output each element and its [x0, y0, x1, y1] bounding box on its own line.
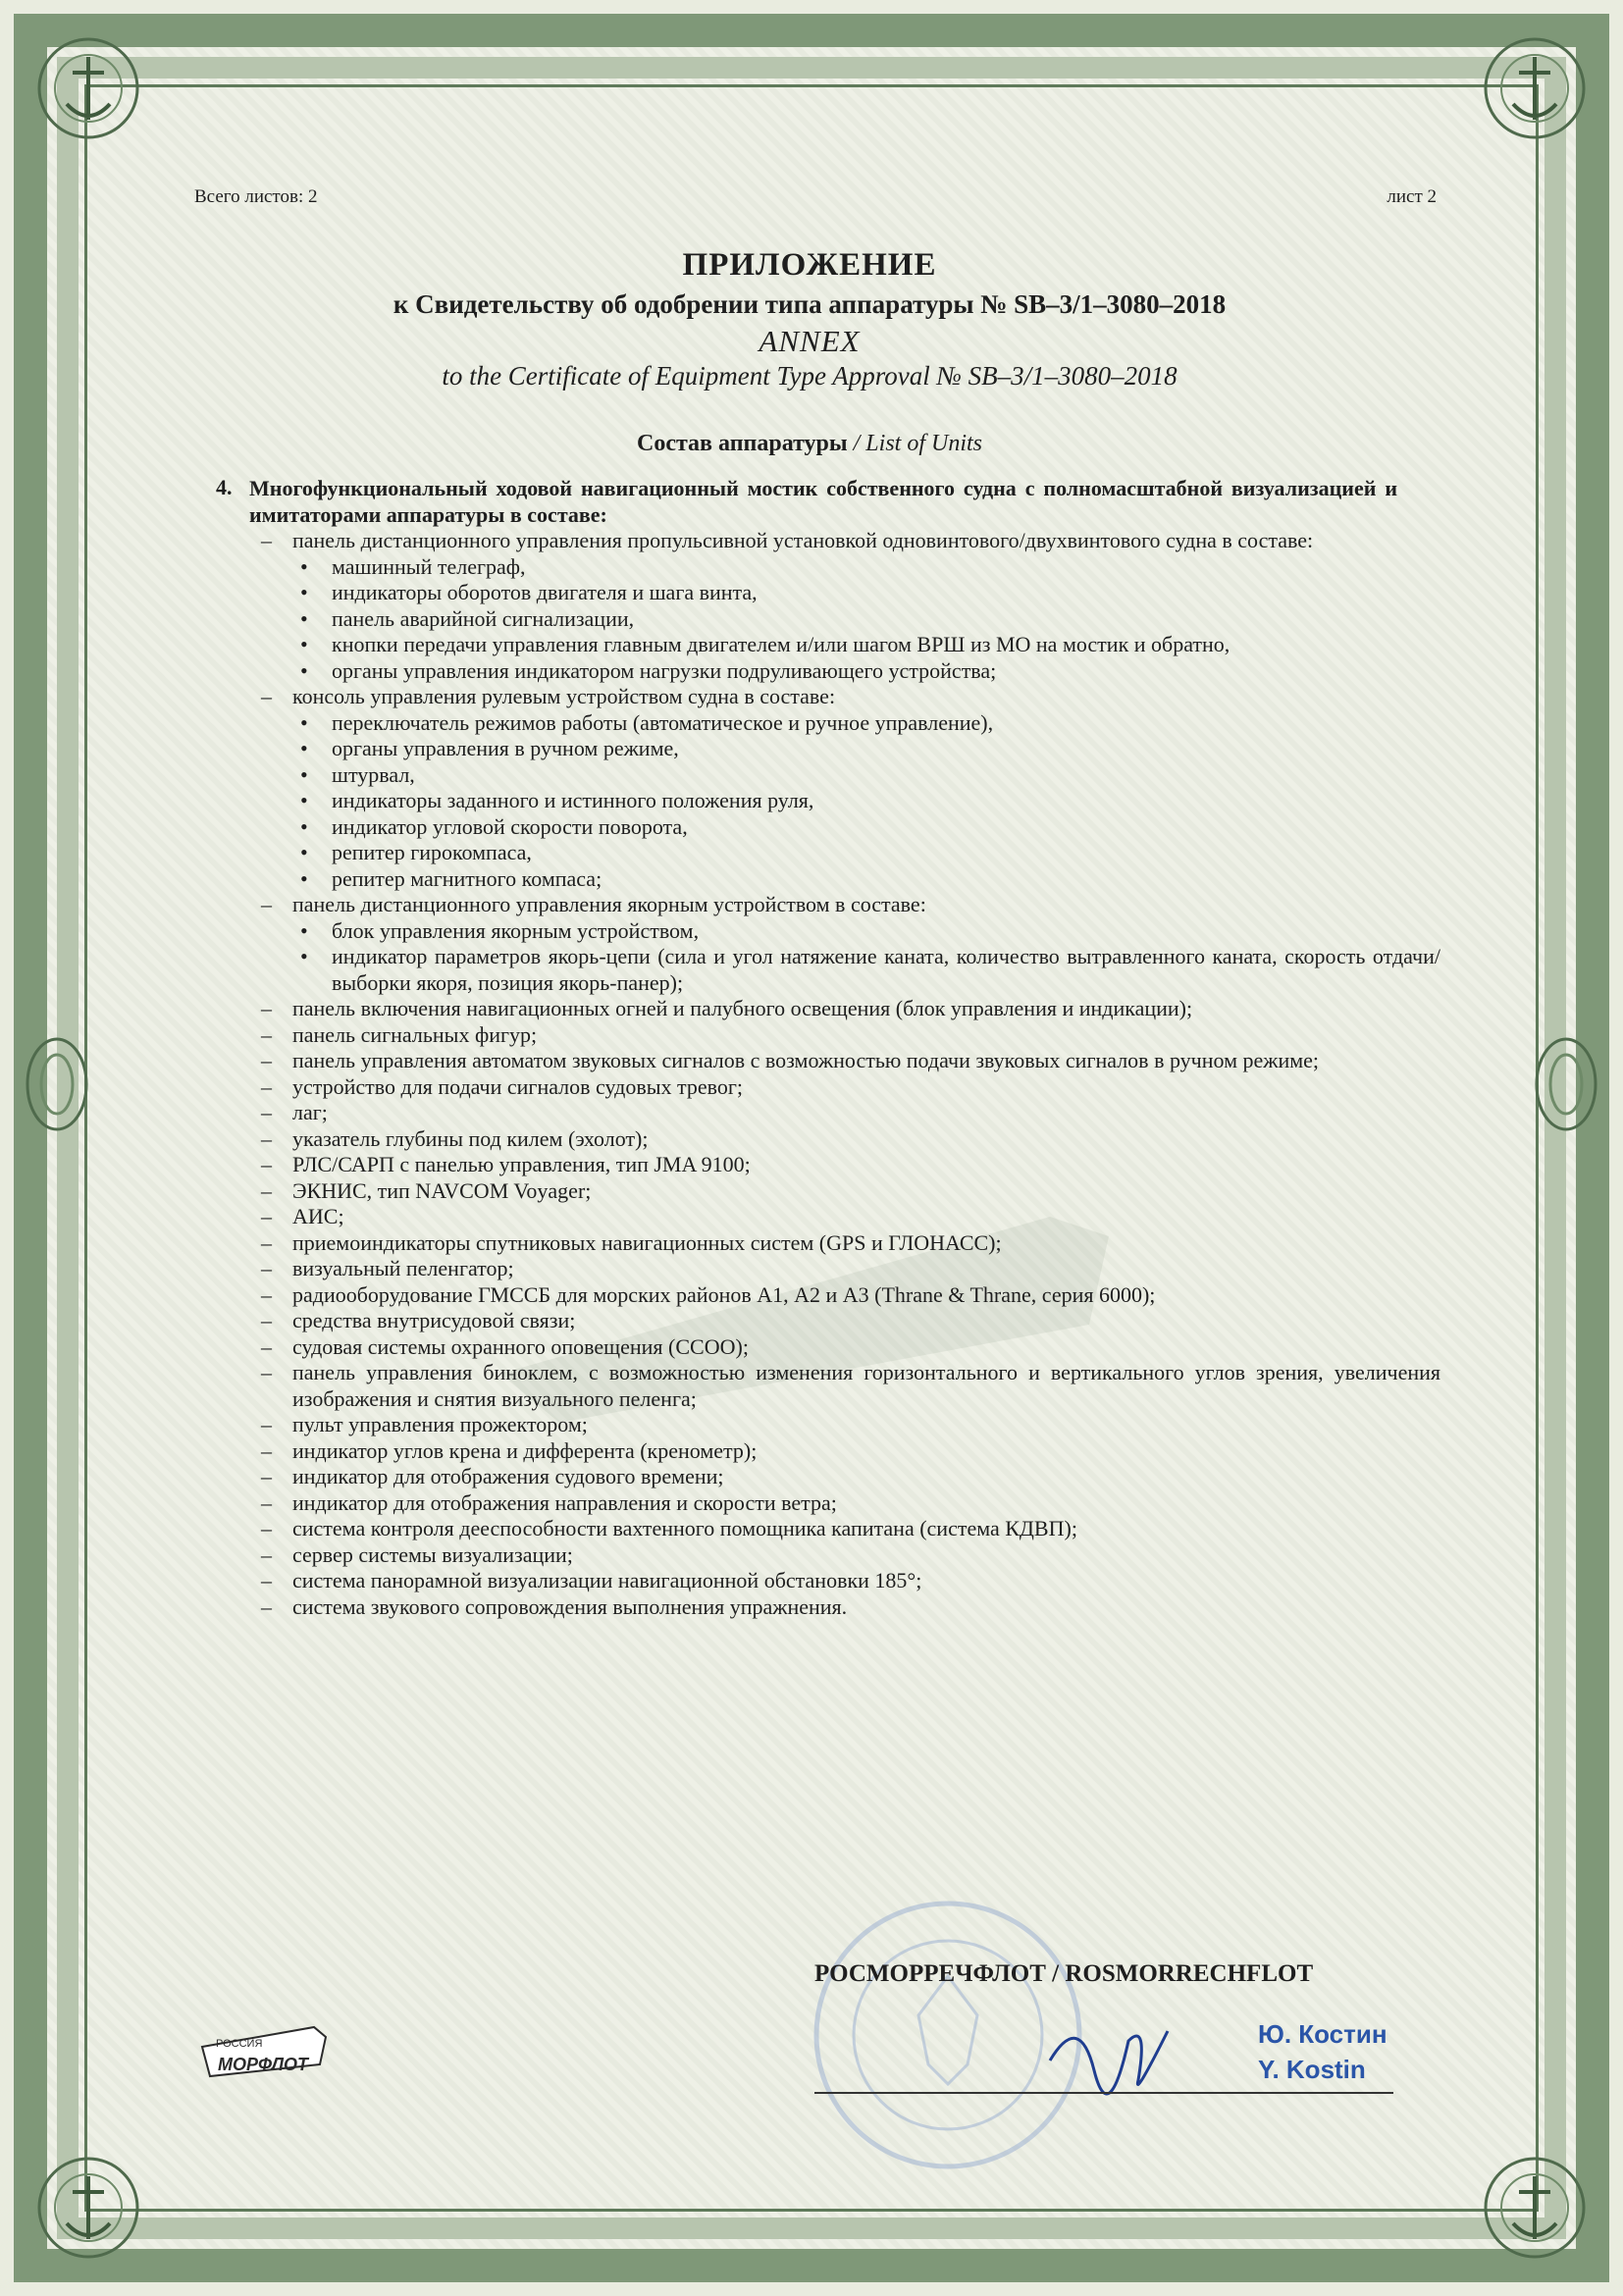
list-item-text: панель управления автоматом звуковых сигналов с возможностью подачи звуковых сигналов в ручном режиме;	[292, 1048, 1320, 1072]
list-item	[257, 1542, 1440, 1569]
list-item-text: судовая системы охранного оповещения (ССОО);	[292, 1333, 749, 1359]
list-item-text: панель управления биноклем, с возможностью изменения горизонтального и вертикального углов зрения, увеличения изображения и снятия визуального пеленга;	[292, 1360, 1440, 1411]
logo-text-bottom: МОРФЛОТ	[218, 2055, 308, 2074]
list-item-text: приемоиндикаторы спутниковых навигационных систем (GPS и ГЛОНАСС);	[292, 1229, 1002, 1255]
list-item-text: лаг;	[292, 1100, 328, 1124]
sub-list	[292, 710, 1440, 893]
list-item-text: система звукового сопровождения выполнения упражнения.	[292, 1593, 848, 1619]
list-item-text: средства внутрисудовой связи;	[292, 1308, 576, 1332]
list-item	[257, 1100, 1440, 1126]
list-item-text: панель дистанционного управления пропульсивной установкой одновинтового/двухвинтового судна в составе:	[292, 528, 1314, 552]
sub-list-item: • индикатор параметров якорь-цепи (сила и угол натяжение каната, количество вытравленного каната, скорость отдачи/выборки якоря, позиция якорь-панер);	[292, 944, 1440, 996]
sub-list-item: • панель аварийной сигнализации,	[292, 606, 1440, 633]
list-item	[257, 1048, 1440, 1074]
section-heading-en: / List of Units	[847, 431, 983, 456]
list-item	[257, 1074, 1440, 1101]
list-item	[257, 892, 1440, 996]
sub-list-item: • кнопки передачи управления главным двигателем и/или шагом ВРШ из МО на мостик и обратно,	[292, 632, 1440, 658]
sub-list-item: • машинный телеграф,	[292, 554, 1440, 581]
list-item	[257, 1308, 1440, 1334]
list-item-text: указатель глубины под килем (эхолот);	[292, 1125, 649, 1151]
list-item-text: индикатор для отображения направления и скорости ветра;	[292, 1489, 837, 1515]
list-item-text: ЭКНИС, тип NAVCOM Voyager;	[292, 1177, 592, 1203]
sub-list-item: • индикаторы заданного и истинного положения руля,	[292, 788, 1440, 814]
list-item-text: визуальный пеленгатор;	[292, 1256, 514, 1280]
list-item	[257, 1594, 1440, 1621]
list-item-text: РЛС/САРП с панелью управления, тип JMA 9100;	[292, 1152, 751, 1176]
list-item	[257, 1464, 1440, 1490]
annex-title-en: ANNEX	[759, 324, 861, 358]
sheets-total: Всего листов: 2	[194, 186, 318, 207]
anchor-ornament-icon	[29, 29, 147, 147]
list-item-text: панель дистанционного управления якорным устройством в составе:	[292, 892, 926, 916]
list-item	[257, 1204, 1440, 1230]
sub-list-item: • репитер магнитного компаса;	[292, 866, 1440, 893]
anchor-ornament-icon	[1476, 2149, 1594, 2267]
list-item	[257, 684, 1440, 892]
signature-line	[814, 2092, 1393, 2094]
annex-title-ru: ПРИЛОЖЕНИЕ	[682, 247, 937, 283]
list-item	[257, 528, 1440, 684]
sub-list-item: • переключатель режимов работы (автоматическое и ручное управление),	[292, 710, 1440, 737]
sheet-info	[147, 186, 1472, 208]
anchor-ornament-icon	[29, 2149, 147, 2267]
list-item	[257, 1360, 1440, 1412]
list-item-text: пульт управления прожектором;	[292, 1412, 588, 1436]
sub-list-item: • репитер гирокомпаса,	[292, 840, 1440, 866]
item-title: Многофункциональный ходовой навигационный мостик собственного судна с полномасштабной визуализацией и имитаторами аппаратуры в составе:	[249, 476, 1397, 527]
annex-subtitle-en: to the Certificate of Equipment Type Approval № SB–3/1–3080–2018	[442, 361, 1178, 391]
annex-subtitle-ru: к Свидетельству об одобрении типа аппаратуры № SB–3/1–3080–2018	[393, 289, 1227, 319]
list-item	[257, 1178, 1440, 1205]
list-item-text: система панорамной визуализации навигационной обстановки 185°;	[292, 1568, 922, 1592]
document-body	[147, 186, 1472, 1620]
list-item-text: панель включения навигационных огней и палубного освещения (блок управления и индикации);	[292, 996, 1193, 1020]
list-item-text: панель сигнальных фигур;	[292, 1021, 538, 1047]
sheet-number: лист 2	[1387, 186, 1437, 207]
list-item	[257, 1490, 1440, 1517]
list-item	[257, 1438, 1440, 1465]
list-item	[257, 1152, 1440, 1178]
sub-list	[292, 918, 1440, 997]
list-item	[257, 1282, 1440, 1309]
organization-name: РОСМОРРЕЧФЛОТ / ROSMORRECHFLOT	[814, 1960, 1314, 1987]
anchor-ornament-icon	[1476, 29, 1594, 147]
list-item	[257, 1230, 1440, 1257]
sub-list-item: • органы управления индикатором нагрузки подруливающего устройства;	[292, 658, 1440, 685]
item-number: 4.	[216, 475, 233, 499]
list-item-text: АИС;	[292, 1204, 344, 1228]
list-item	[257, 1126, 1440, 1153]
list-item-text: система контроля дееспособности вахтенного помощника капитана (система КДВП);	[292, 1516, 1077, 1540]
section-heading-ru: Состав аппаратуры	[636, 431, 848, 456]
sub-list-item: • блок управления якорным устройством,	[292, 918, 1440, 945]
list-item	[257, 1516, 1440, 1542]
section-heading	[147, 431, 1472, 457]
logo-text-top: РОССИЯ	[216, 2038, 263, 2050]
list-item	[257, 1334, 1440, 1361]
list-item-text: индикатор для отображения судового времени;	[292, 1464, 724, 1488]
units-list	[257, 528, 1440, 1620]
rope-knot-ornament-icon	[1527, 1030, 1605, 1138]
sub-list-item: • органы управления в ручном режиме,	[292, 736, 1440, 762]
list-item-text: радиооборудование ГМССБ для морских районов А1, А2 и А3 (Thrane & Thrane, серия 6000);	[292, 1281, 1156, 1307]
sub-list-item: • индикаторы оборотов двигателя и шага винта,	[292, 580, 1440, 606]
rope-knot-ornament-icon	[18, 1030, 96, 1138]
list-item-text: консоль управления рулевым устройством судна в составе:	[292, 684, 836, 708]
sub-list	[292, 554, 1440, 685]
list-item	[257, 1568, 1440, 1594]
signer-name-en: Y. Kostin	[1258, 2055, 1366, 2084]
signer-name-ru: Ю. Костин	[1258, 2019, 1387, 2049]
list-item-text: индикатор углов крена и дифферента (кренометр);	[292, 1437, 758, 1463]
list-item-text: устройство для подачи сигналов судовых тревог;	[292, 1073, 744, 1099]
sub-list-item: • индикатор угловой скорости поворота,	[292, 814, 1440, 841]
list-item	[257, 1022, 1440, 1049]
list-item	[257, 1256, 1440, 1282]
item-heading	[147, 475, 1472, 528]
list-item	[257, 1412, 1440, 1438]
morflot-logo-icon	[196, 2008, 334, 2086]
list-item-text: сервер системы визуализации;	[292, 1541, 573, 1567]
list-item	[257, 996, 1440, 1022]
sub-list-item: • штурвал,	[292, 762, 1440, 789]
